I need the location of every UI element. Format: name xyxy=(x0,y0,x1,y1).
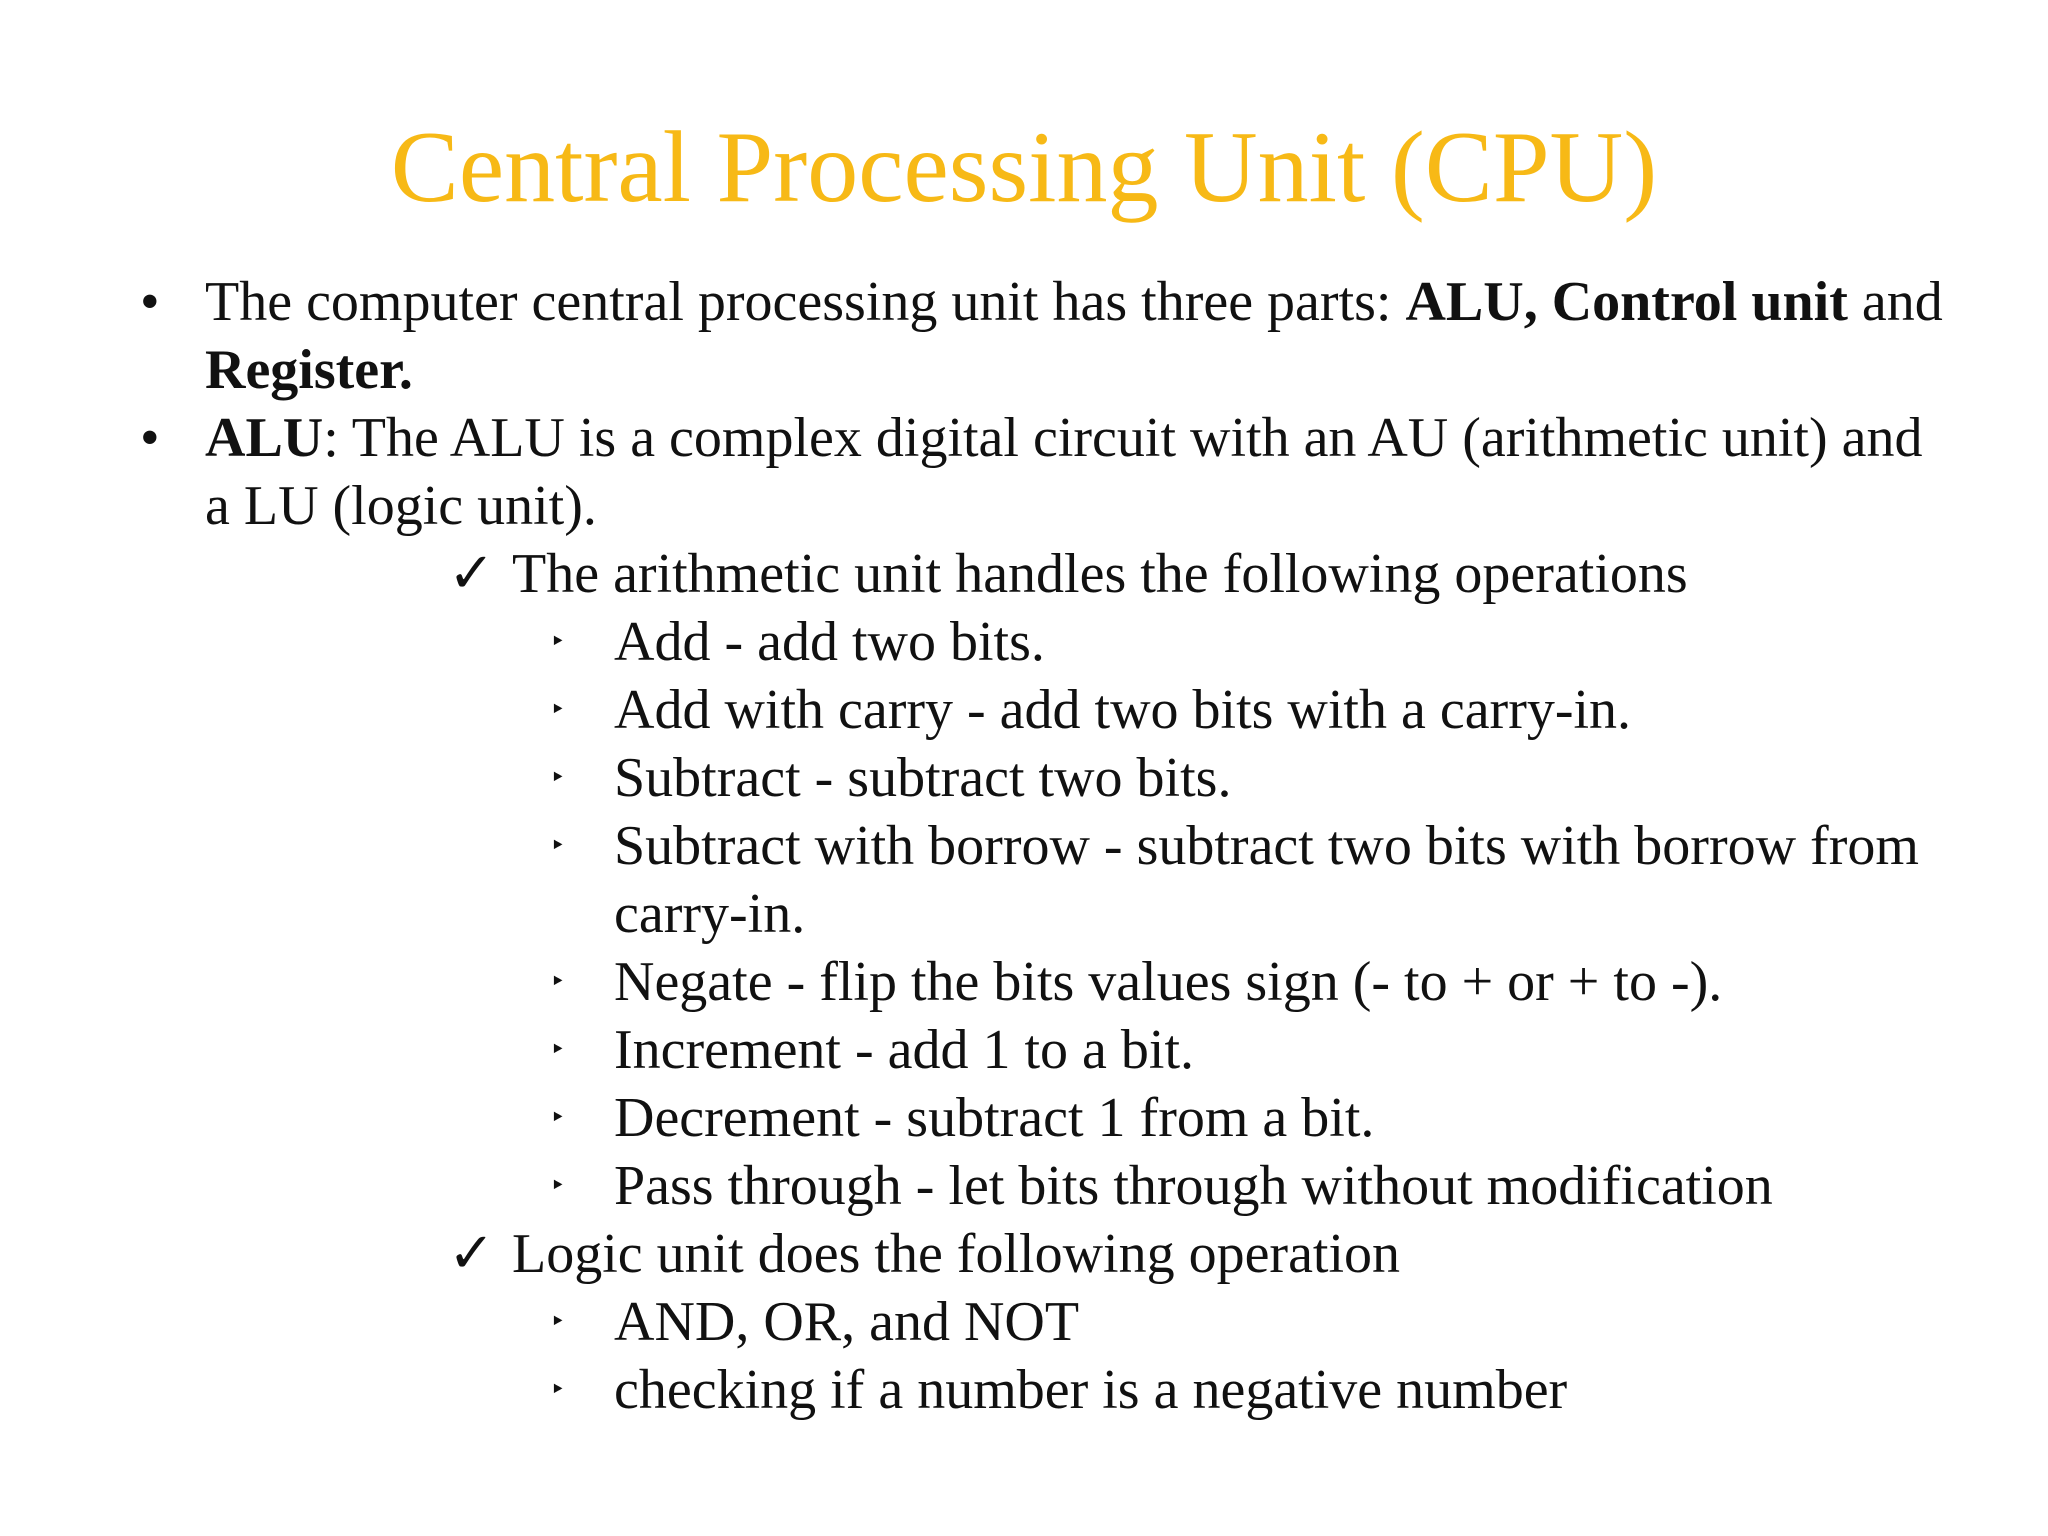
triangle-bullet-icon: ‣ xyxy=(550,627,566,657)
triangle-bullet-icon: ‣ xyxy=(550,1171,566,1201)
list-item-text: carry-in. xyxy=(614,883,806,945)
check-line xyxy=(0,540,2048,608)
triangle-bullet-icon: ‣ xyxy=(550,831,566,861)
arithmetic-heading: The arithmetic unit handles the following operations xyxy=(512,543,1688,605)
list-item-continuation xyxy=(0,880,2048,948)
bullet-icon: • xyxy=(140,407,160,469)
slide-body xyxy=(0,268,2048,1424)
list-item-text: Increment - add 1 to a bit. xyxy=(614,1019,1195,1081)
list-item xyxy=(0,812,2048,880)
bullet-continuation xyxy=(0,472,2048,540)
logic-heading: Logic unit does the following operation xyxy=(512,1223,1401,1285)
bullet-line xyxy=(0,268,2048,336)
list-item-text: Add - add two bits. xyxy=(614,611,1045,673)
list-item xyxy=(0,1356,2048,1424)
slide-title: Central Processing Unit (CPU) xyxy=(390,111,1658,224)
triangle-bullet-icon: ‣ xyxy=(550,763,566,793)
triangle-bullet-icon: ‣ xyxy=(550,967,566,997)
cpu-parts-text xyxy=(205,268,1943,336)
triangle-bullet-icon: ‣ xyxy=(550,695,566,725)
cpu-parts-bold: ALU, Control unit xyxy=(1405,271,1848,333)
list-item-text: Subtract - subtract two bits. xyxy=(614,747,1232,809)
checkmark-icon: ✓ xyxy=(448,543,495,605)
alu-description xyxy=(205,404,1923,472)
alu-text: : The ALU is a complex digital circuit with an AU (arithmetic unit) and xyxy=(323,407,1923,469)
list-item-text: Decrement - subtract 1 from a bit. xyxy=(614,1087,1375,1149)
list-item xyxy=(0,948,2048,1016)
bullet-line xyxy=(0,404,2048,472)
list-item-text: Subtract with borrow - subtract two bits with borrow from xyxy=(614,815,1919,877)
triangle-bullet-icon: ‣ xyxy=(550,1375,566,1405)
bullet-icon: • xyxy=(140,271,160,333)
alu-bold: ALU xyxy=(205,407,324,469)
list-item xyxy=(0,608,2048,676)
list-item-text: Pass through - let bits through without modification xyxy=(614,1155,1773,1217)
list-item xyxy=(0,676,2048,744)
list-item xyxy=(0,744,2048,812)
triangle-bullet-icon: ‣ xyxy=(550,1103,566,1133)
list-item xyxy=(0,1084,2048,1152)
list-item-text: Add with carry - add two bits with a carry-in. xyxy=(614,679,1632,741)
list-item xyxy=(0,1016,2048,1084)
list-item xyxy=(0,1152,2048,1220)
cpu-parts-intro: The computer central processing unit has three parts: xyxy=(205,271,1406,333)
register-bold: Register. xyxy=(205,339,413,401)
checkmark-icon: ✓ xyxy=(448,1223,495,1285)
alu-text-continued: a LU (logic unit). xyxy=(205,475,597,537)
triangle-bullet-icon: ‣ xyxy=(550,1035,566,1065)
list-item xyxy=(0,1288,2048,1356)
triangle-bullet-icon: ‣ xyxy=(550,1307,566,1337)
bullet-continuation xyxy=(0,336,2048,404)
cpu-parts-and: and xyxy=(1847,271,1943,333)
list-item-text: Negate - flip the bits values sign (- to + or + to -). xyxy=(614,951,1723,1013)
list-item-text: checking if a number is a negative number xyxy=(614,1359,1568,1421)
list-item-text: AND, OR, and NOT xyxy=(614,1291,1080,1353)
check-line xyxy=(0,1220,2048,1288)
